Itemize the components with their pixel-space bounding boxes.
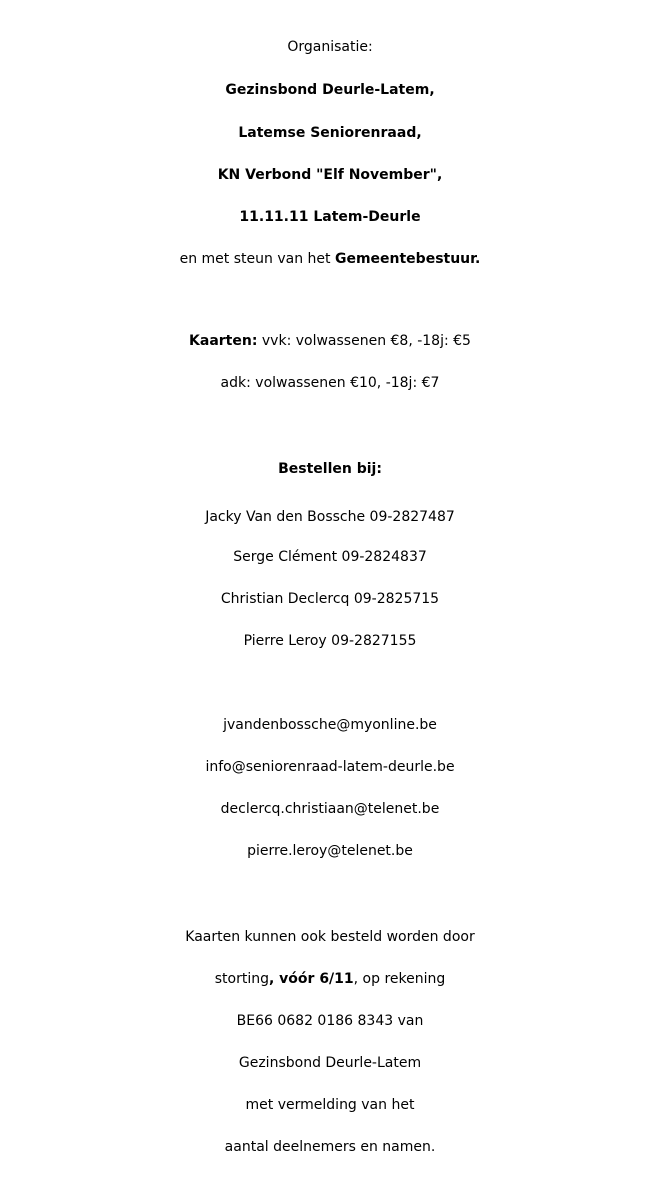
transfer-line-5: met vermelding van het	[245, 1097, 415, 1113]
order-heading: Bestellen bij:	[278, 461, 382, 477]
tickets-door-prices: adk: volwassenen €10, -18j: €7	[220, 375, 440, 391]
email-seniorenraad[interactable]: info@seniorenraad-latem-deurle.be	[205, 759, 455, 775]
transfer-account-holder: Gezinsbond Deurle-Latem	[238, 1055, 422, 1071]
transfer-account-number: BE66 0682 0186 8343 van	[236, 1013, 424, 1029]
email-declercq[interactable]: declercq.christiaan@telenet.be	[220, 801, 440, 817]
tickets-label: Kaarten:	[189, 333, 258, 349]
organiser-111111: 11.11.11 Latem-Deurle	[239, 209, 421, 225]
tickets-presale-prices: vvk: volwassenen €8, -18j: €5	[257, 333, 471, 349]
support-line	[0, 242, 660, 276]
transfer-deadline: , vóór 6/11	[268, 971, 354, 987]
transfer-account-text: , op rekening	[353, 971, 446, 987]
organiser-gezinsbond: Gezinsbond Deurle-Latem,	[225, 82, 435, 98]
transfer-storting: storting	[214, 971, 269, 987]
email-jvandenbossche[interactable]: jvandenbossche@myonline.be	[223, 717, 437, 733]
transfer-line-6: aantal deelnemers en namen.	[224, 1139, 436, 1155]
transfer-line-1: Kaarten kunnen ook besteld worden door	[185, 929, 475, 945]
email-pierre-leroy[interactable]: pierre.leroy@telenet.be	[247, 843, 413, 859]
organiser-kn-verbond: KN Verbond "Elf November",	[217, 167, 443, 183]
transfer-line-2	[0, 962, 660, 996]
organiser-seniorenraad: Latemse Seniorenraad,	[238, 125, 422, 141]
organisation-label: Organisatie:	[287, 39, 373, 55]
contact-serge: Serge Clément 09-2824837	[233, 549, 427, 565]
contact-jacky: Jacky Van den Bossche 09-2827487	[205, 509, 455, 525]
contact-christian: Christian Declercq 09-2825715	[220, 591, 440, 607]
support-gemeentebestuur: Gemeentebestuur.	[334, 251, 481, 267]
tickets-presale-line	[0, 324, 660, 358]
contact-pierre: Pierre Leroy 09-2827155	[243, 633, 417, 649]
support-text: en met steun van het	[179, 251, 335, 267]
